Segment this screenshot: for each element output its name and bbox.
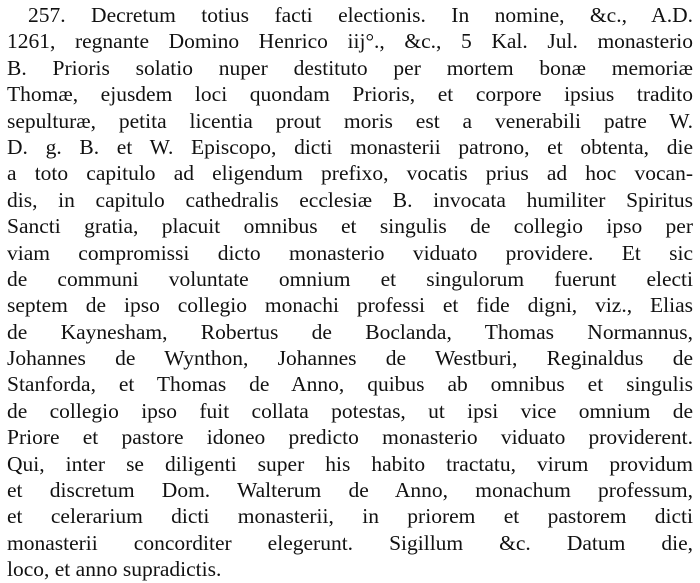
- text-line: Qui, inter se diligenti super his habito tractatu, virum providum: [7, 451, 693, 476]
- text-line: B. Prioris solatio nuper destituto per mortem bonæ memoriæ: [7, 55, 693, 80]
- text-line: Sancti gratia, placuit omnibus et singulis de collegio ipso per: [7, 214, 693, 239]
- text-line: viam compromissi dicto monasterio viduato providere. Et sic: [7, 240, 693, 265]
- text-line: Priore et pastore idoneo predicto monasterio viduato providerent.: [7, 425, 693, 450]
- text-line: loco, et anno supradictis.: [7, 557, 222, 582]
- text-line: Thomæ, ejusdem loci quondam Prioris, et corpore ipsius tradito: [7, 82, 693, 107]
- text-line: monasterii concorditer elegerunt. Sigillum &c. Datum die,: [7, 530, 693, 555]
- text-line: D. g. B. et W. Episcopo, dicti monasterii patrono, et obtenta, die: [7, 134, 693, 159]
- text-line: 1261, regnante Domino Henrico iij°., &c., 5 Kal. Jul. monasterio: [7, 29, 693, 54]
- text-line: de Kaynesham, Robertus de Boclanda, Thomas Normannus,: [7, 319, 693, 344]
- text-line: 257. Decretum totius facti electionis. In nomine, &c., A.D.: [28, 3, 693, 27]
- text-line: a toto capitulo ad eligendum prefixo, vocatis prius ad hoc vocan-: [7, 161, 693, 186]
- text-line: Johannes de Wynthon, Johannes de Westburi, Reginaldus de: [7, 346, 693, 371]
- text-line: Stanforda, et Thomas de Anno, quibus ab omnibus et singulis: [7, 372, 693, 397]
- text-line: et celerarium dicti monasterii, in priorem et pastorem dicti: [7, 504, 693, 529]
- charter-paragraph: [7, 2, 693, 583]
- text-line: de collegio ipso fuit collata potestas, ut ipsi vice omnium de: [7, 398, 693, 423]
- text-line: septem de ipso collegio monachi professi et fide digni, viz., Elias: [7, 293, 693, 318]
- text-line: dis, in capitulo cathedralis ecclesiæ B. invocata humiliter Spiritus: [7, 187, 693, 212]
- text-line: de communi voluntate omnium et singulorum fuerunt electi: [7, 266, 693, 291]
- text-line: et discretum Dom. Walterum de Anno, monachum professum,: [7, 478, 693, 503]
- text-line: sepulturæ, petita licentia prout moris est a venerabili patre W.: [7, 108, 693, 133]
